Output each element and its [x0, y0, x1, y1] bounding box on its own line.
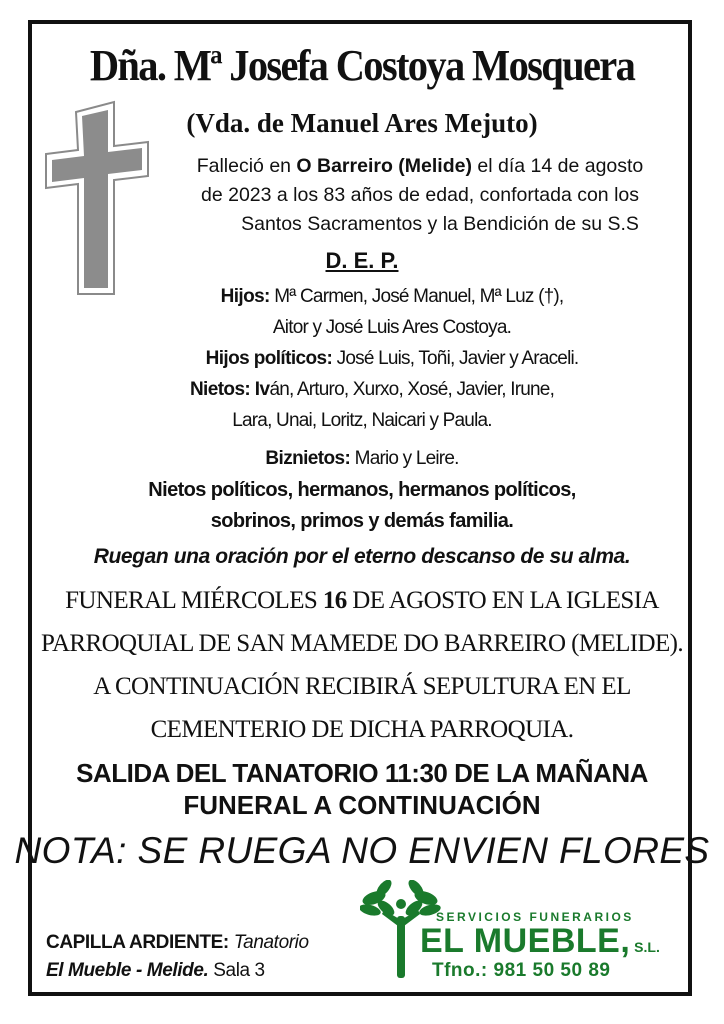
- great-grandchildren-label: Biznietos:: [265, 448, 351, 469]
- other-family-line-2: sobrinos, primos y demás familia.: [210, 510, 514, 532]
- chapel-room: Sala 3: [208, 960, 265, 981]
- funeral-following-line: FUNERAL A CONTINUACIÓN: [183, 790, 541, 820]
- widow-of-line: (Vda. de Manuel Ares Mejuto): [186, 108, 538, 138]
- logo-subtitle: SERVICIOS FUNERARIOS: [436, 910, 634, 924]
- funeral-line-3: A CONTINUACIÓN RECIBIRÁ SEPULTURA EN EL: [93, 673, 631, 700]
- chapel-line-1: [46, 932, 309, 954]
- children-line-1: [30, 281, 724, 312]
- grandchildren-label: Nietos: Iv: [189, 379, 270, 400]
- funeral-day: 16: [322, 587, 347, 614]
- grandchildren-line-1: [10, 374, 724, 405]
- intro-age: de 2023 a los 83 años de edad, confortada con los: [201, 184, 639, 206]
- funeral-line-2: PARROQUIAL DE SAN MAMEDE DO BARREIRO (MELIDE).: [40, 630, 684, 657]
- in-laws-line: [30, 343, 724, 374]
- death-place: O Barreiro (Melide): [296, 155, 472, 177]
- children-line-2: Aitor y José Luis Ares Costoya.: [272, 317, 512, 338]
- deceased-name: Dña. Mª Josefa Costoya Mosquera: [89, 41, 635, 90]
- intro-date: el día 14 de agosto: [471, 155, 644, 177]
- death-announcement: [160, 152, 680, 239]
- chapel-place: Tanatorio: [228, 932, 309, 953]
- grandchildren-names: án, Arturo, Xurxo, Xosé, Javier, Irune,: [269, 379, 555, 400]
- flowers-note: NOTA: SE RUEGA NO ENVIEN FLORES: [14, 830, 710, 871]
- chapel-label: CAPILLA ARDIENTE:: [46, 932, 229, 953]
- in-laws-label: Hijos políticos:: [205, 348, 333, 369]
- intro-text: Falleció en: [196, 155, 297, 177]
- logo-name: [420, 922, 660, 961]
- other-family-line-1: Nietos políticos, hermanos, hermanos políticos,: [148, 479, 576, 501]
- funeral-day-prefix: FUNERAL MIÉRCOLES: [65, 587, 323, 614]
- great-grandchildren-names: Mario y Leire.: [350, 448, 459, 469]
- funeral-month-church: DE AGOSTO EN LA IGLESIA: [346, 587, 659, 614]
- logo-phone: Tfno.: 981 50 50 89: [432, 960, 611, 981]
- intro-sacraments: Santos Sacramentos y la Bendición de su S.S: [241, 213, 639, 235]
- departure-line: SALIDA DEL TANATORIO 11:30 DE LA MAÑANA: [76, 758, 648, 788]
- chapel-location: El Mueble - Melide.: [46, 960, 209, 981]
- dep-heading: D. E. P.: [325, 248, 399, 273]
- great-grandchildren-line: [0, 443, 724, 474]
- funeral-line-1: [0, 587, 724, 615]
- children-label: Hijos:: [220, 286, 270, 307]
- logo-suffix: S.L.: [630, 939, 660, 955]
- in-laws-names: José Luis, Toñi, Javier y Araceli.: [332, 348, 579, 369]
- logo-brand: EL MUEBLE,: [420, 922, 631, 960]
- chapel-line-2: [46, 960, 265, 982]
- funeral-line-4: CEMENTERIO DE DICHA PARROQUIA.: [150, 716, 574, 743]
- grandchildren-line-2: Lara, Unai, Loritz, Naicari y Paula.: [232, 410, 492, 431]
- children-names: Mª Carmen, José Manuel, Mª Luz (†),: [269, 286, 564, 307]
- prayer-request: Ruegan una oración por el eterno descanso de su alma.: [93, 545, 631, 568]
